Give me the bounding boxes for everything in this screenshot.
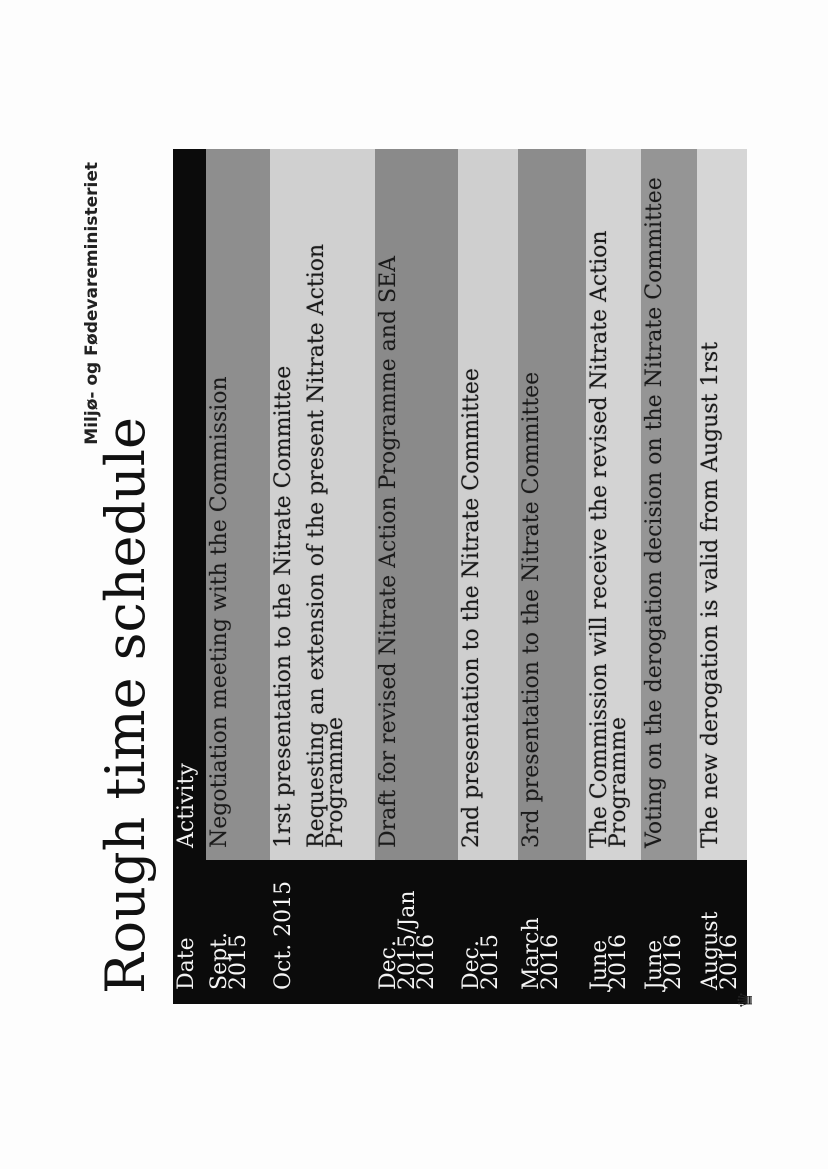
table-row — [375, 149, 458, 1004]
row-activity — [518, 149, 586, 860]
row-date: March 2016 — [518, 860, 586, 1004]
row-date: Oct. 2015 — [270, 860, 375, 1004]
activity-text: The new derogation is valid from August 1rst — [698, 341, 723, 848]
activity-text: The Commission will receive the revised Nitrate Action Programme — [587, 230, 631, 848]
activity-text: Voting on the derogation decision on the Nitrate Committee — [642, 177, 667, 848]
row-activity — [375, 149, 458, 860]
activity-text: 2nd presentation to the Nitrate Committee — [459, 368, 484, 848]
row-activity — [697, 149, 747, 860]
activity-text: Requesting an extension of the present Nitrate Action Programme — [304, 243, 348, 848]
activity-text: 3rd presentation to the Nitrate Committee — [519, 371, 544, 848]
row-date: Dec. 2015/Jan 2016 — [375, 860, 458, 1004]
row-activity — [270, 149, 375, 860]
row-activity — [206, 149, 270, 860]
row-date: June 2016 — [586, 860, 641, 1004]
table-row — [206, 149, 270, 1004]
row-date: June 2016 — [641, 860, 697, 1004]
column-header-date: Date — [173, 860, 206, 1004]
table-row — [270, 149, 375, 1004]
table-row — [697, 149, 747, 1004]
column-header-activity: Activity — [173, 149, 206, 860]
table-row — [586, 149, 641, 1004]
row-activity — [586, 149, 641, 860]
row-date: Dec. 2015 — [458, 860, 518, 1004]
table-row — [458, 149, 518, 1004]
page-title: Rough time schedule — [94, 416, 157, 994]
row-date: Sept. 2015 — [206, 860, 270, 1004]
table-row — [641, 149, 697, 1004]
activity-text: 1rst presentation to the Nitrate Committee — [271, 365, 296, 848]
rotated-slide: Miljø- og Fødevareministeriet Rough time schedule Date Activity Sept. 2015 Negotiation meeting with the Commission Oct. 2015 1rst presentation to the Nitrate Committee Requesting an extension of the present Nitrate Action Programme Dec. 2015/Jan 2016 Draft for revised Nitrate Action Programme and SEA Dec. 2015 2nd presentation to the Nitrate Committee March 2016 3rd presentation to the Nitrate Committee June 2016 The Commission will receive the revised Nitrate Action Programme June 2016 Voting on the derogation decision on the Nitrate Committee August 2016 The new derogation is valid from August 1rst ♛ — [0, 0, 828, 1169]
row-date: August 2016 — [697, 860, 747, 1004]
table-header-row — [173, 149, 206, 1004]
activity-text: Negotiation meeting with the Commission — [207, 376, 232, 848]
table-row — [518, 149, 586, 1004]
schedule-table — [173, 149, 747, 1004]
row-activity — [641, 149, 697, 860]
row-activity — [458, 149, 518, 860]
activity-text: Draft for revised Nitrate Action Programme and SEA — [376, 255, 401, 848]
crown-logo-icon: ♛ — [733, 991, 757, 1009]
